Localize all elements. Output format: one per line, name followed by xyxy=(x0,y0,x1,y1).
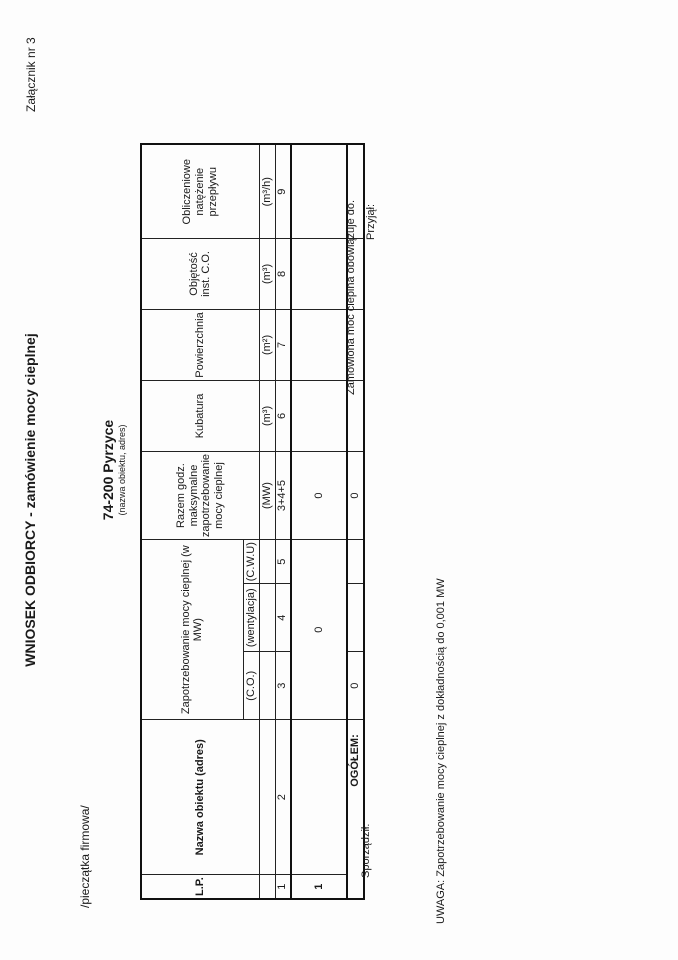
ordered-power-note: Zamówiona moc cieplna obowiązuje do. xyxy=(345,199,357,395)
object-name-header: Nazwa obiektu (adres) xyxy=(141,720,259,875)
col-number-6: 6 xyxy=(275,380,291,451)
col-number-7: 7 xyxy=(275,309,291,380)
total-demand-header: Razem godz. maksymalne zapotrzebowanie mocy cieplnej xyxy=(141,451,259,539)
document-title: WNIOSEK ODBIORCY - zamówienie mocy cieplnej xyxy=(22,333,38,667)
installation-volume-header: Objętość inst. C.O. xyxy=(141,238,259,309)
col-number-9: 9 xyxy=(275,144,291,238)
row-heat-demand: 0 xyxy=(291,540,347,720)
attachment-label: Załącznik nr 3 xyxy=(24,37,38,112)
ventilation-subheader: (wentylacja) xyxy=(243,584,259,652)
col-number-5: 5 xyxy=(275,540,291,584)
co-subheader: (C.O.) xyxy=(243,652,259,720)
empty-cell xyxy=(291,380,347,451)
empty-cell xyxy=(259,720,275,875)
flow-rate-header: Obliczeniowe natężenie przepływu xyxy=(141,144,259,238)
installation-unit: (m³) xyxy=(259,238,275,309)
flow-unit: (m³/h) xyxy=(259,144,275,238)
empty-cell xyxy=(259,584,275,652)
empty-cell xyxy=(259,652,275,720)
row-total-demand: 0 xyxy=(291,451,347,539)
col-number-3: 3 xyxy=(275,652,291,720)
empty-cell xyxy=(347,584,364,652)
volume-unit: (m³) xyxy=(259,380,275,451)
col-number-1: 1 xyxy=(275,875,291,899)
row-lp: 1 xyxy=(291,875,347,899)
prepared-by-label: Sporządził: xyxy=(360,823,372,878)
area-unit: (m²) xyxy=(259,309,275,380)
col-number-total: 3+4+5 xyxy=(275,451,291,539)
precision-note: UWAGA: Zapotrzebowanie mocy cieplnej z dokładnością do 0,001 MW xyxy=(435,578,447,924)
empty-cell xyxy=(259,540,275,584)
empty-cell xyxy=(291,238,347,309)
col-number-8: 8 xyxy=(275,238,291,309)
table-header-row xyxy=(141,144,243,899)
column-number-row xyxy=(275,144,291,899)
unit-row xyxy=(259,144,275,899)
total-label: OGÓŁEM: xyxy=(347,720,364,899)
total-demand-sum: 0 xyxy=(347,451,364,539)
cwu-subheader: (C.W.U) xyxy=(243,540,259,584)
location-name: 74-200 Pyrzyce xyxy=(100,419,116,521)
empty-cell xyxy=(259,875,275,899)
heat-demand-header: Zapotrzebowanie mocy cieplnej (w MW) xyxy=(141,540,243,720)
table-row xyxy=(291,144,347,899)
empty-cell xyxy=(291,144,347,238)
total-co: 0 xyxy=(347,652,364,720)
location-block xyxy=(100,360,127,580)
lp-header: L.P. xyxy=(141,875,259,899)
company-stamp-label: /pieczątka firmowa/ xyxy=(78,805,92,908)
col-number-2: 2 xyxy=(275,720,291,875)
empty-cell xyxy=(347,540,364,584)
row-object-name xyxy=(291,720,347,875)
total-unit: (MW) xyxy=(259,451,275,539)
area-header: Powierzchnia xyxy=(141,309,259,380)
volume-header: Kubatura xyxy=(141,380,259,451)
heat-demand-table xyxy=(140,143,365,900)
col-number-4: 4 xyxy=(275,584,291,652)
accepted-by-label: Przyjął: xyxy=(365,203,377,240)
location-caption: (nazwa obiektu, adres) xyxy=(117,424,127,516)
empty-cell xyxy=(291,309,347,380)
